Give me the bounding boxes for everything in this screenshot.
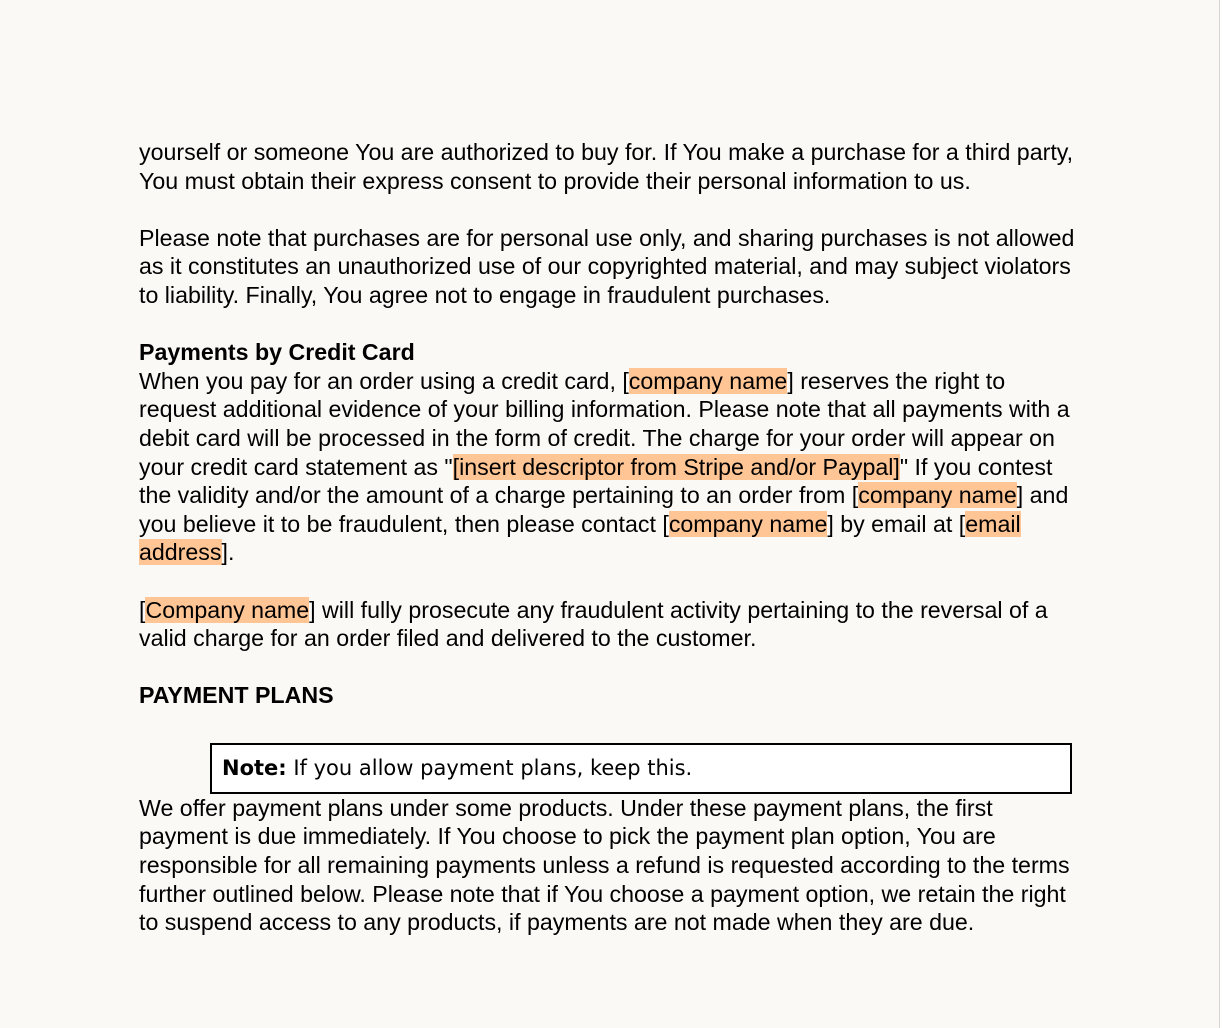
note-label: Note:: [222, 755, 287, 780]
paragraph-spacer: [139, 567, 1079, 596]
text-run: ] and you believe it to be fraudulent, then please contact [: [139, 482, 1069, 537]
placeholder-company-name: company name: [628, 367, 788, 394]
text-run: ] reserves the right to request additional evidence of your billing information. Please note that all payments with a debit card will be processed in the form of credit. The charge for your order will appear on your credit card statement as ": [139, 367, 1070, 480]
text-run: When you pay for an order using a credit card, [: [139, 367, 629, 394]
paragraph-spacer: [139, 310, 1079, 339]
paragraph-personal-use: Please note that purchases are for personal use only, and sharing purchases is not allowed as it constitutes an unauthorized use of our copyrighted material, and may subject violators to liability. Finally, You agree not to engage in fraudulent purchases.: [139, 224, 1075, 308]
text-run: ] by email at [: [827, 510, 966, 537]
text-run: " If you contest the validity and/or the amount of a charge pertaining to an order from [: [139, 453, 1053, 509]
note-text: If you allow payment plans, keep this.: [286, 755, 693, 780]
text-run: [: [139, 596, 146, 623]
placeholder-descriptor: [insert descriptor from Stripe and/or Paypal]: [452, 453, 900, 480]
paragraph-third-party-consent: yourself or someone You are authorized to buy for. If You make a purchase for a third party, You must obtain their express consent to provide their personal information to us.: [139, 139, 1074, 194]
placeholder-company-name: Company name: [145, 596, 310, 623]
paragraph-credit-card: [139, 367, 1079, 567]
heading-payment-plans: PAYMENT PLANS: [139, 682, 334, 709]
text-run: ].: [221, 539, 235, 566]
document-body: [139, 138, 1079, 937]
placeholder-email-address: email address: [139, 510, 1021, 566]
heading-payments-by-credit-card: Payments by Credit Card: [139, 339, 415, 366]
paragraph-spacer: [139, 195, 1079, 224]
paragraph-spacer: [139, 653, 1079, 682]
paragraph-payment-plans: We offer payment plans under some products. Under these payment plans, the first payment is due immediately. If You choose to pick the payment plan option, You are responsible for all remaining payments unless a refund is requested according to the terms further outlined below. Please note that if You choose a payment option, we retain the right to suspend access to any products, if payments are not made when they are due.: [139, 794, 1070, 936]
placeholder-company-name: company name: [668, 510, 828, 537]
paragraph-prosecute: [139, 596, 1079, 653]
note-callout: [210, 743, 1072, 794]
placeholder-company-name: company name: [858, 482, 1017, 509]
text-run: ] will fully prosecute any fraudulent activity pertaining to the reversal of a valid charge for an order filed and delivered to the customer.: [139, 596, 1048, 652]
